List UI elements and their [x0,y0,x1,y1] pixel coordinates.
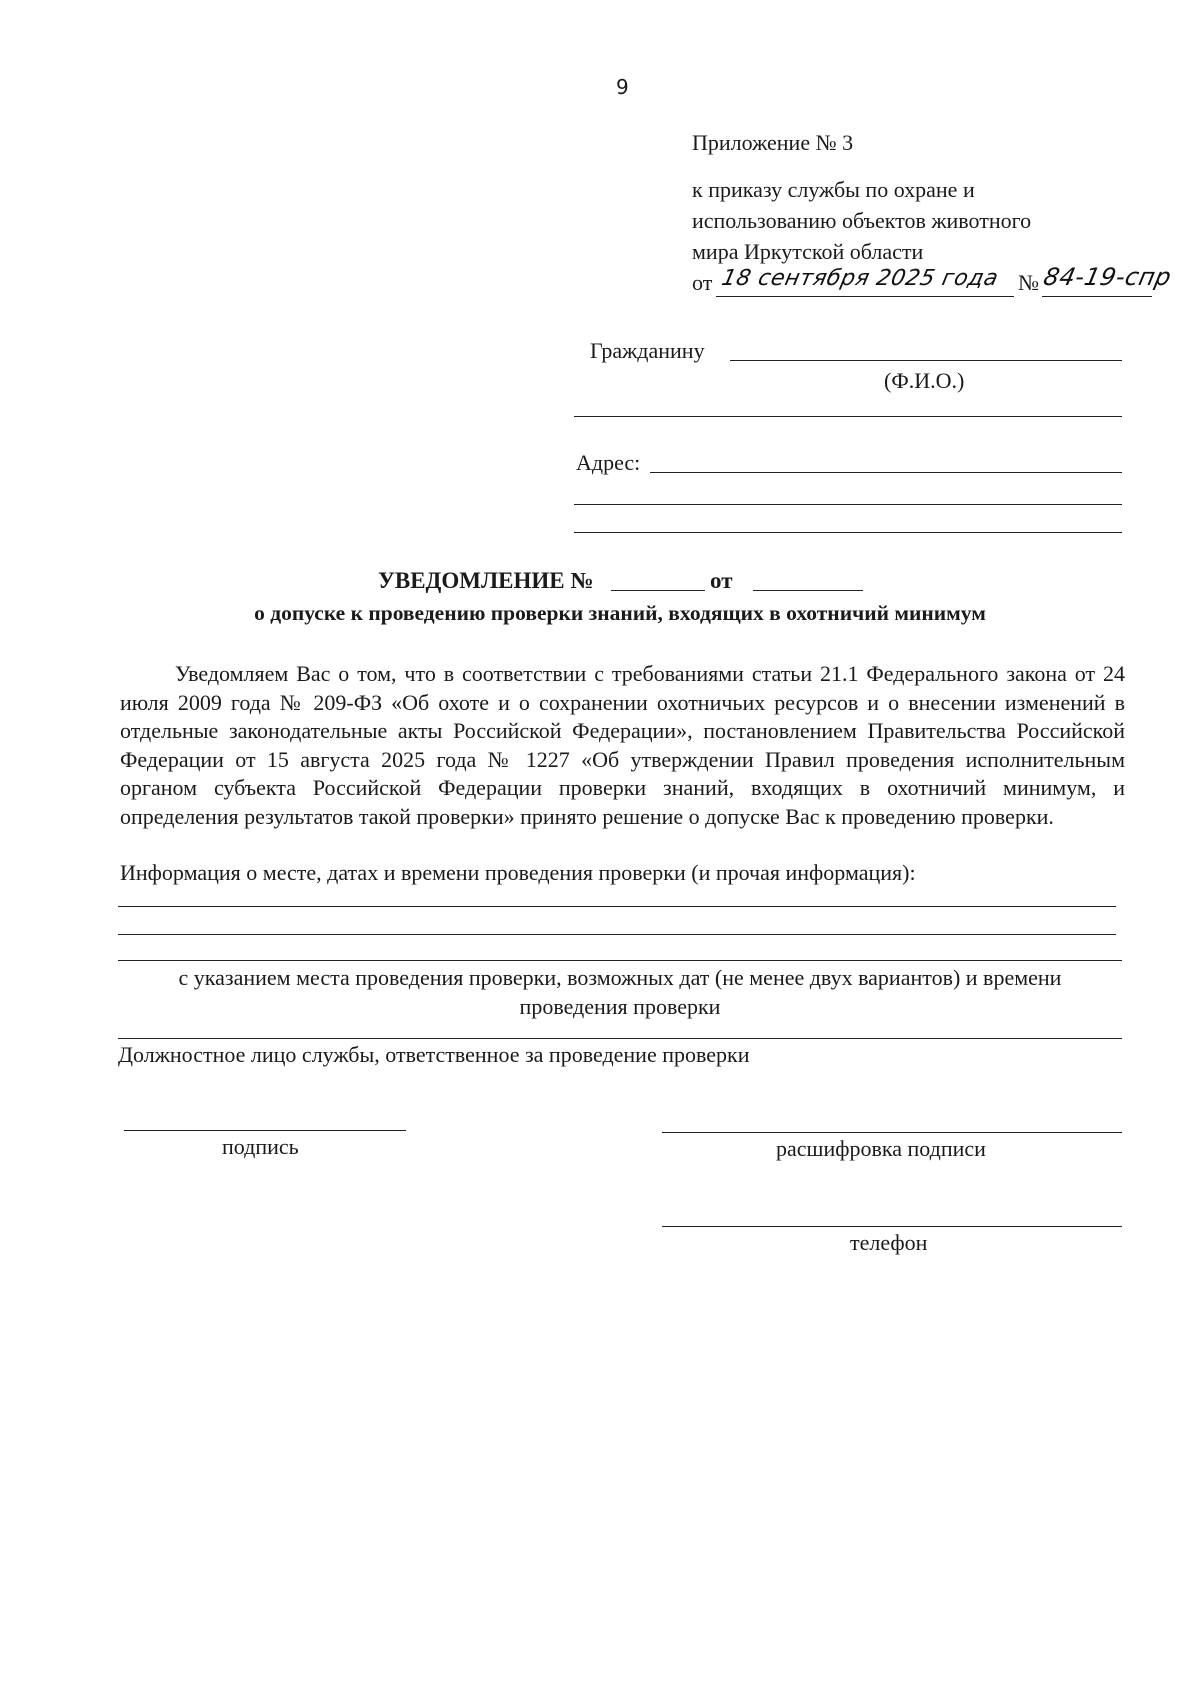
notice-subtitle: о допуске к проведению проверки знаний, входящих в охотничий минимум [254,601,986,625]
phone-caption: телефон [850,1230,928,1255]
address-label: Адрес: [576,450,641,475]
order-number-label: № [1018,270,1039,295]
info-note-line-2: проведения проверки [519,994,721,1019]
notice-paragraph: Уведомляем Вас о том, что в соответствии с требованиями статьи 21.1 Федерального закона от 24 июля 2009 года № 209-ФЗ «Об охоте и о сохранении охотничьих ресурсов и о внесении изменений в отдельные законодательные акты Российской Федерации», постановлением Правительства Российской Федерации от 15 августа 2025 года № 1227 «Об утверждении Правил проведения исполнительным органом субъекта Российской Федерации проверки знаний, входящих в охотничий минимум, и определения результатов такой проверки» принято решение о допуске Вас к проведению проверки. [120,661,1125,829]
notice-from-label: от [710,568,733,593]
notice-title: УВЕДОМЛЕНИЕ № [378,568,594,593]
notice-body [120,660,1125,831]
order-date-handwritten: 18 сентября 2025 года [719,266,1001,291]
notice-date-line [753,590,863,591]
appendix-line-1: к приказу службы по охране и [692,177,975,202]
official-caption: Должностное лицо службы, ответственное за проведение проверки [118,1042,750,1067]
citizen-name-line [730,360,1122,361]
citizen-label: Гражданину [590,338,705,363]
order-date-underline [716,296,1014,297]
order-number-handwritten: 84-19-спр [1041,263,1175,291]
order-date-label: от [692,270,713,295]
appendix-line-2: использованию объектов животного [692,208,1032,233]
appendix-title: Приложение № 3 [692,130,854,155]
citizen-name-line-2 [574,416,1122,417]
address-line-3 [574,532,1122,533]
address-line-2 [574,504,1122,505]
order-number-underline [1042,296,1152,297]
page-number: 9 [616,75,629,99]
notice-number-line [611,590,705,591]
address-line-1 [650,472,1122,473]
info-note-line-1: с указанием места проведения проверки, возможных дат (не менее двух вариантов) и времени [178,965,1062,990]
appendix-line-3: мира Иркутской области [692,239,924,264]
info-blank-line-1 [118,906,1116,907]
official-line [118,1038,1122,1039]
info-blank-line-3 [118,960,1122,961]
phone-line [662,1226,1122,1227]
signature-line [124,1130,406,1131]
signature-decoding-caption: расшифровка подписи [776,1136,986,1161]
info-blank-line-2 [118,934,1116,935]
signature-caption: подпись [222,1134,299,1159]
info-line: Информация о месте, датах и времени проведения проверки (и прочая информация): [120,860,916,885]
fio-caption: (Ф.И.О.) [884,368,965,393]
signature-decoding-line [662,1132,1122,1133]
